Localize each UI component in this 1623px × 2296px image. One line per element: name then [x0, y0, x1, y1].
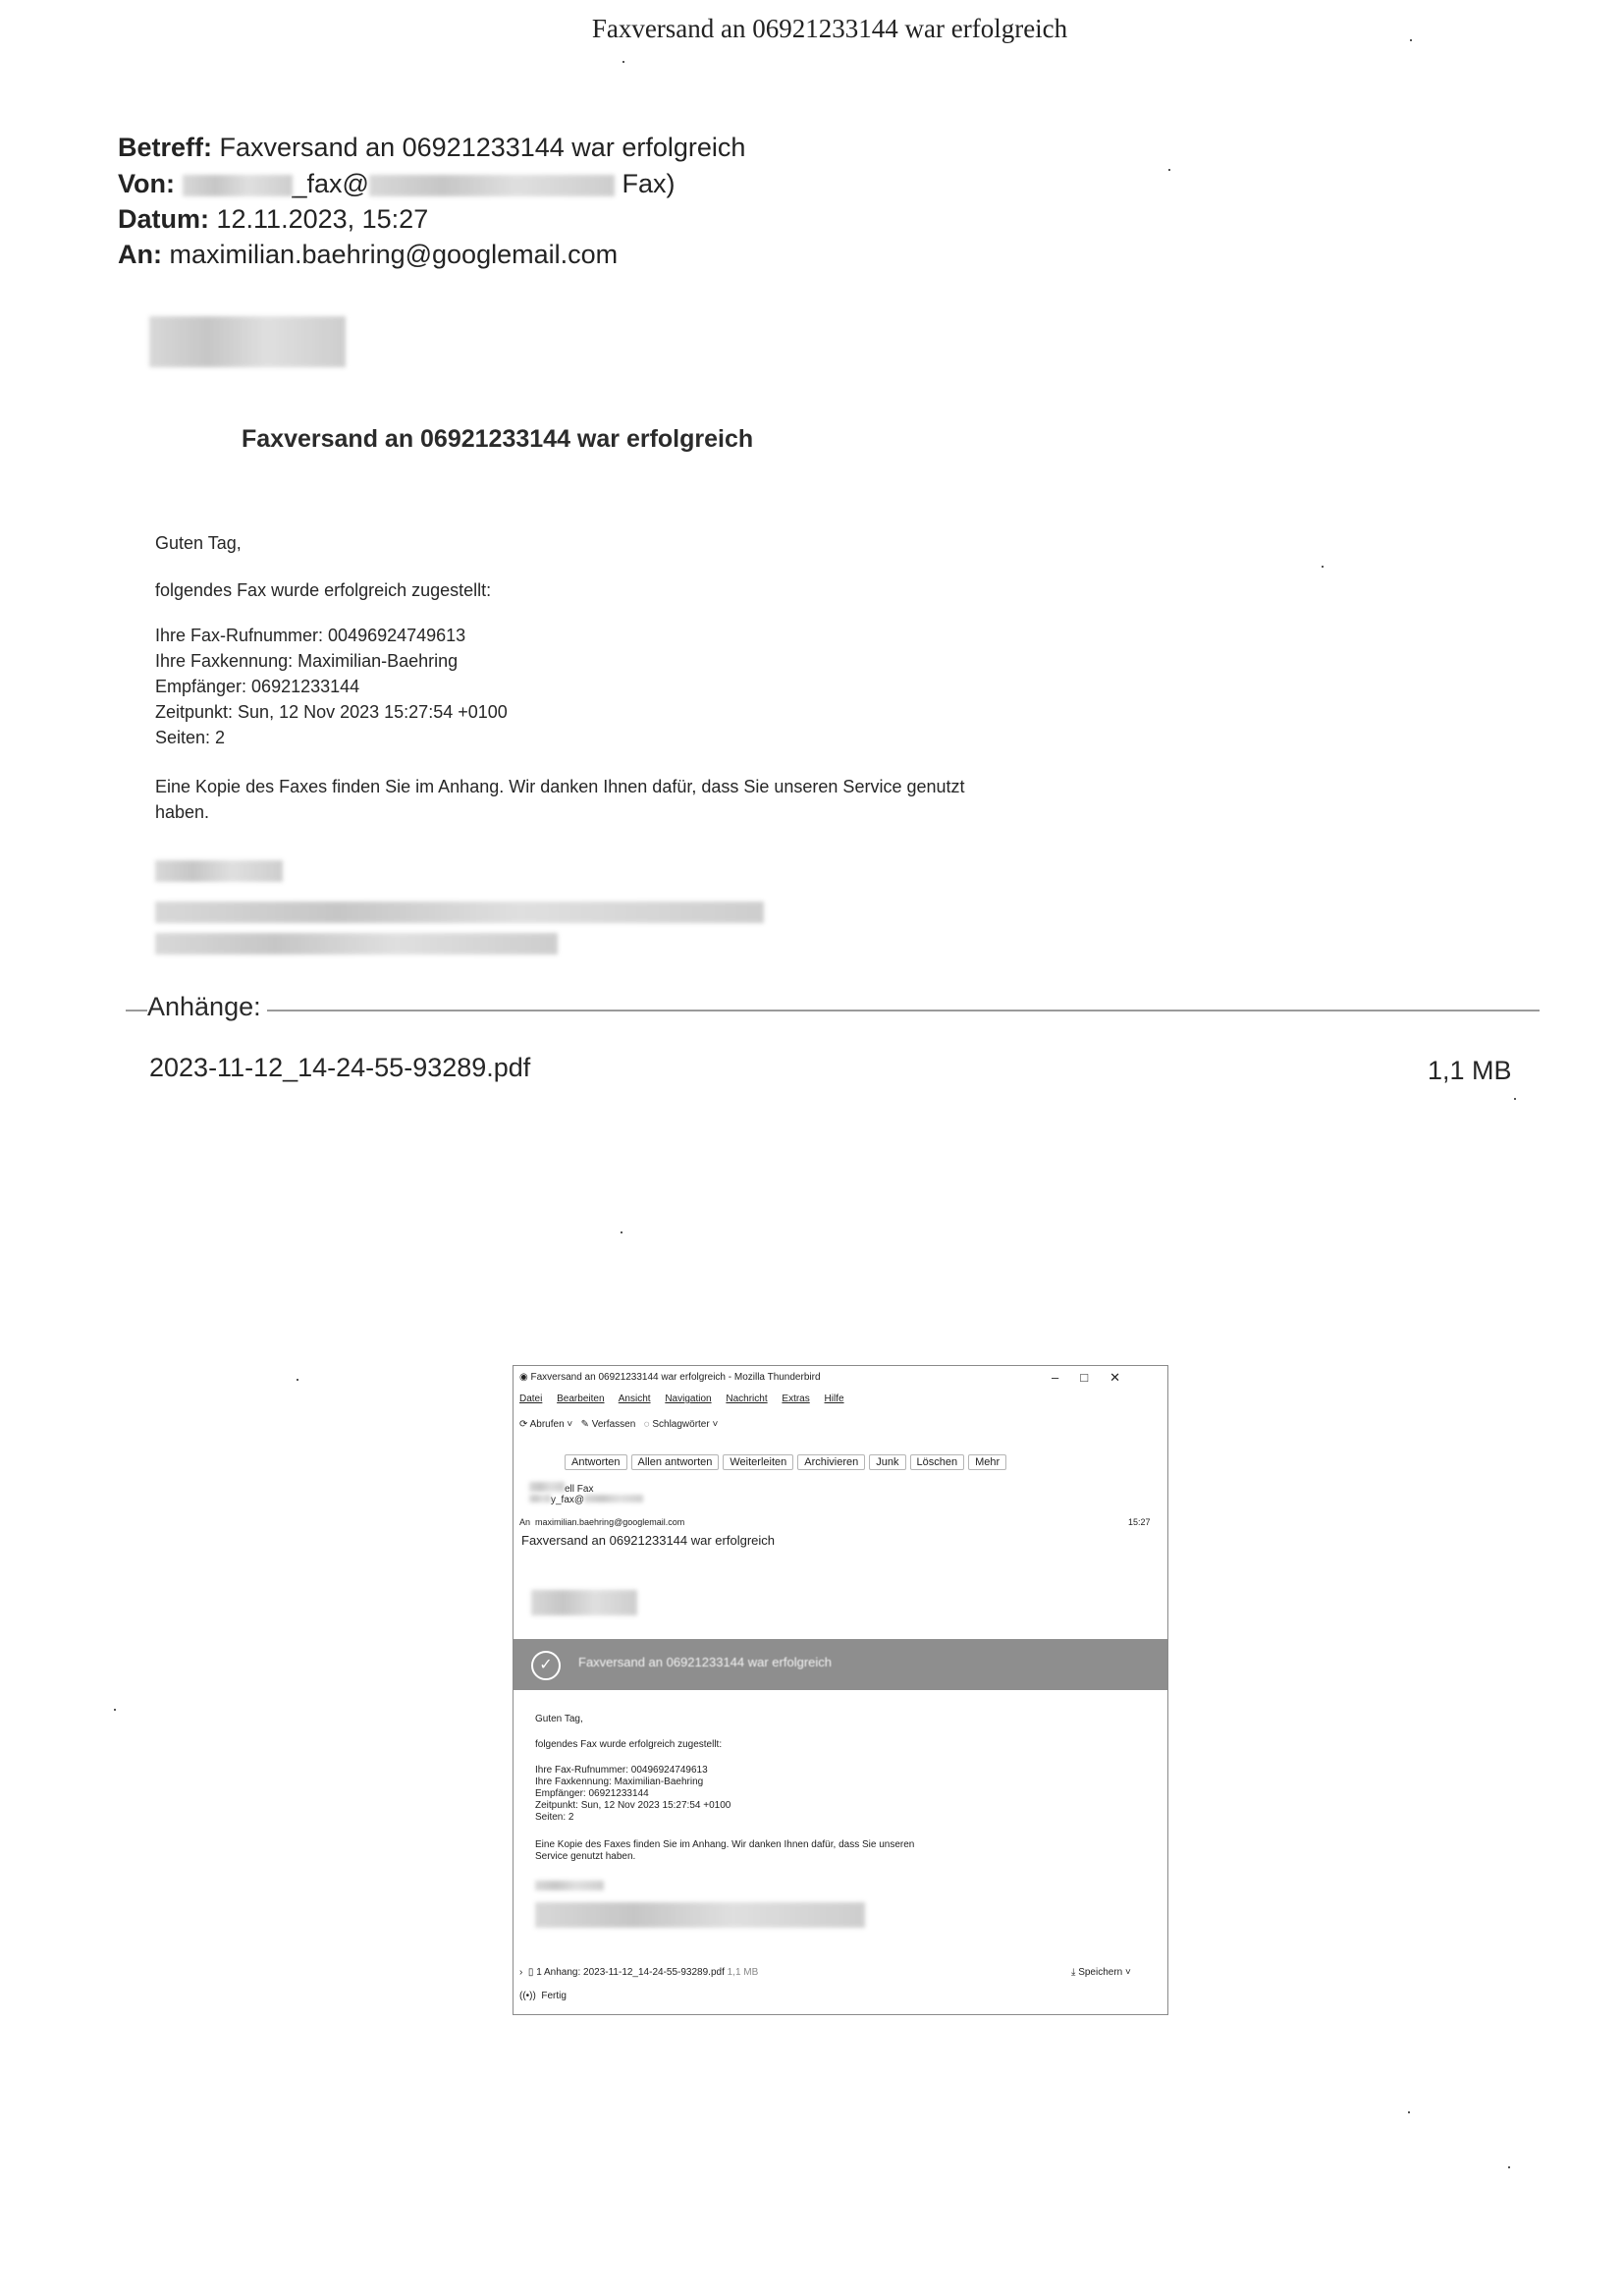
closing-small — [535, 1839, 914, 1863]
banner-text: Faxversand an 06921233144 war erfolgreich — [578, 1655, 833, 1669]
closing — [155, 774, 965, 825]
details-small — [535, 1765, 730, 1824]
to-value: maximilian.baehring@googlemail.com — [169, 240, 619, 269]
scan-speck — [1508, 2166, 1510, 2168]
closing-line: Eine Kopie des Faxes finden Sie im Anhang. Wir danken Ihnen dafür, dass Sie unseren — [535, 1839, 915, 1850]
scan-speck — [622, 61, 624, 63]
scan-speck — [1408, 2111, 1410, 2113]
redacted-signature — [155, 860, 283, 882]
subject-row — [118, 133, 745, 163]
attachment-bar[interactable] — [519, 1967, 758, 1978]
detail-line: Zeitpunkt: Sun, 12 Nov 2023 15:27:54 +0100 — [535, 1800, 731, 1811]
paperclip-icon: ▯ — [527, 1967, 534, 1978]
scan-speck — [621, 1231, 622, 1233]
fetch-label: Abrufen — [529, 1419, 565, 1430]
intro: folgendes Fax wurde erfolgreich zugestellt: — [155, 580, 492, 600]
message-actions — [565, 1454, 1010, 1470]
sender-block — [529, 1482, 643, 1505]
detail-line: Zeitpunkt: Sun, 12 Nov 2023 15:27:54 +0100 — [155, 702, 508, 722]
reply-button[interactable]: Antworten — [565, 1454, 627, 1470]
closing-line: Service genutzt haben. — [535, 1851, 636, 1862]
page-title: Faxversand an 06921233144 war erfolgreich — [591, 14, 1068, 43]
redacted-signature — [155, 902, 764, 923]
attachment-bar-size: 1,1 MB — [727, 1967, 759, 1978]
tags-label: Schlagwörter — [652, 1419, 710, 1430]
scan-speck — [1514, 1098, 1516, 1100]
compose-button[interactable]: ✎ Verfassen — [580, 1419, 636, 1430]
close-icon[interactable]: ✕ — [1109, 1370, 1142, 1385]
attachments-label: Anhänge: — [147, 992, 267, 1022]
window-title: Faxversand an 06921233144 war erfolgreich - Mozilla Thunderbird — [530, 1372, 821, 1383]
archive-button[interactable]: Archivieren — [797, 1454, 865, 1470]
forward-button[interactable]: Weiterleiten — [723, 1454, 793, 1470]
chevron-right-icon[interactable]: › — [519, 1967, 523, 1978]
detail-line: Seiten: 2 — [535, 1812, 574, 1823]
fax-details — [155, 623, 508, 750]
detail-line: Ihre Faxkennung: Maximilian-Baehring — [155, 651, 459, 671]
closing-line: Eine Kopie des Faxes finden Sie im Anhang. Wir danken Ihnen dafür, dass Sie unseren Service genutzt — [155, 777, 965, 796]
menu-nachricht[interactable]: Nachricht — [726, 1394, 768, 1404]
menu-ansicht[interactable]: Ansicht — [618, 1394, 651, 1404]
junk-button[interactable]: Junk — [869, 1454, 905, 1470]
closing-line: haben. — [155, 802, 210, 822]
attachments-divider — [126, 1010, 1540, 1011]
window-controls[interactable] — [1052, 1370, 1142, 1386]
to-row — [118, 240, 618, 270]
save-label: Speichern — [1078, 1967, 1123, 1978]
detail-line: Seiten: 2 — [155, 728, 226, 747]
maximize-icon[interactable]: □ — [1080, 1370, 1110, 1385]
from-row — [118, 169, 675, 199]
window-titlebar — [519, 1372, 821, 1383]
tags-button[interactable]: ◌ Schlagwörter ˅ — [643, 1419, 719, 1430]
status-text: Fertig — [541, 1991, 567, 2001]
main-toolbar — [519, 1419, 718, 1430]
scan-speck — [114, 1709, 116, 1711]
check-icon: ✓ — [531, 1651, 561, 1680]
menu-bar — [519, 1394, 856, 1404]
minimize-icon[interactable]: – — [1052, 1370, 1081, 1385]
redacted-block — [183, 175, 293, 196]
redacted-signature — [155, 933, 558, 955]
save-button[interactable]: ⤓ Speichern ˅ — [1071, 1967, 1131, 1978]
redacted-logo — [531, 1590, 637, 1615]
redacted-signature — [535, 1902, 865, 1928]
date-row — [118, 204, 428, 235]
greeting-small: Guten Tag, — [535, 1714, 583, 1724]
more-button[interactable]: Mehr — [968, 1454, 1006, 1470]
sender-name: ell Fax — [565, 1484, 594, 1495]
success-banner — [514, 1639, 1167, 1690]
recipient-row — [519, 1517, 684, 1527]
scan-speck — [1168, 169, 1170, 171]
sender-address: y_fax@ — [551, 1495, 585, 1505]
from-label: Von: — [118, 169, 175, 198]
detail-line: Ihre Faxkennung: Maximilian-Baehring — [535, 1777, 704, 1787]
attachment-filename[interactable]: 2023-11-12_14-24-55-93289.pdf — [149, 1053, 531, 1082]
attachment-size: 1,1 MB — [1428, 1056, 1512, 1085]
scan-speck — [297, 1379, 298, 1381]
fetch-button[interactable]: ⟳ Abrufen ˅ — [519, 1419, 573, 1430]
greeting: Guten Tag, — [155, 533, 242, 553]
compose-label: Verfassen — [591, 1419, 636, 1430]
reply-all-button[interactable]: Allen antworten — [631, 1454, 720, 1470]
menu-hilfe[interactable]: Hilfe — [824, 1394, 844, 1404]
detail-line: Ihre Fax-Rufnummer: 00496924749613 — [535, 1765, 708, 1776]
download-icon: ⤓ — [1071, 1967, 1076, 1978]
redacted-signature — [535, 1881, 604, 1890]
detail-line: Empfänger: 06921233144 — [155, 677, 360, 696]
message-time: 15:27 — [1128, 1517, 1151, 1527]
menu-navigation[interactable]: Navigation — [665, 1394, 712, 1404]
detail-line: Empfänger: 06921233144 — [535, 1788, 649, 1799]
redacted-block — [529, 1482, 565, 1492]
menu-datei[interactable]: Datei — [519, 1394, 543, 1404]
redacted-block — [369, 175, 615, 196]
activity-icon: ((•)) — [519, 1991, 536, 2001]
status-bar — [519, 1991, 567, 2001]
mail-heading: Faxversand an 06921233144 war erfolgreich — [242, 425, 754, 453]
redacted-block — [584, 1495, 643, 1503]
menu-bearbeiten[interactable]: Bearbeiten — [557, 1394, 605, 1404]
delete-button[interactable]: Löschen — [910, 1454, 965, 1470]
intro-small: folgendes Fax wurde erfolgreich zugestellt: — [535, 1739, 723, 1750]
to-label-small: An — [519, 1517, 531, 1527]
scan-speck — [1410, 39, 1412, 41]
detail-line: Ihre Fax-Rufnummer: 00496924749613 — [155, 626, 466, 645]
thunderbird-icon: ◉ — [519, 1372, 528, 1383]
redacted-block — [529, 1495, 551, 1503]
date-label: Datum: — [118, 204, 209, 234]
subject-label: Betreff: — [118, 133, 213, 162]
from-part2: Fax) — [622, 169, 676, 198]
attachment-bar-text: 1 Anhang: 2023-11-12_14-24-55-93289.pdf — [536, 1967, 725, 1978]
date-value: 12.11.2023, 15:27 — [216, 204, 429, 234]
subject-value: Faxversand an 06921233144 war erfolgreich — [219, 133, 746, 162]
from-part1: _fax@ — [292, 169, 369, 198]
message-subject: Faxversand an 06921233144 war erfolgreich — [521, 1533, 776, 1548]
to-label: An: — [118, 240, 162, 269]
thunderbird-screenshot — [513, 1365, 1168, 2015]
scan-speck — [1322, 566, 1324, 568]
menu-extras[interactable]: Extras — [782, 1394, 810, 1404]
redacted-logo — [149, 316, 346, 367]
to-value-small[interactable]: maximilian.baehring@googlemail.com — [535, 1517, 685, 1527]
